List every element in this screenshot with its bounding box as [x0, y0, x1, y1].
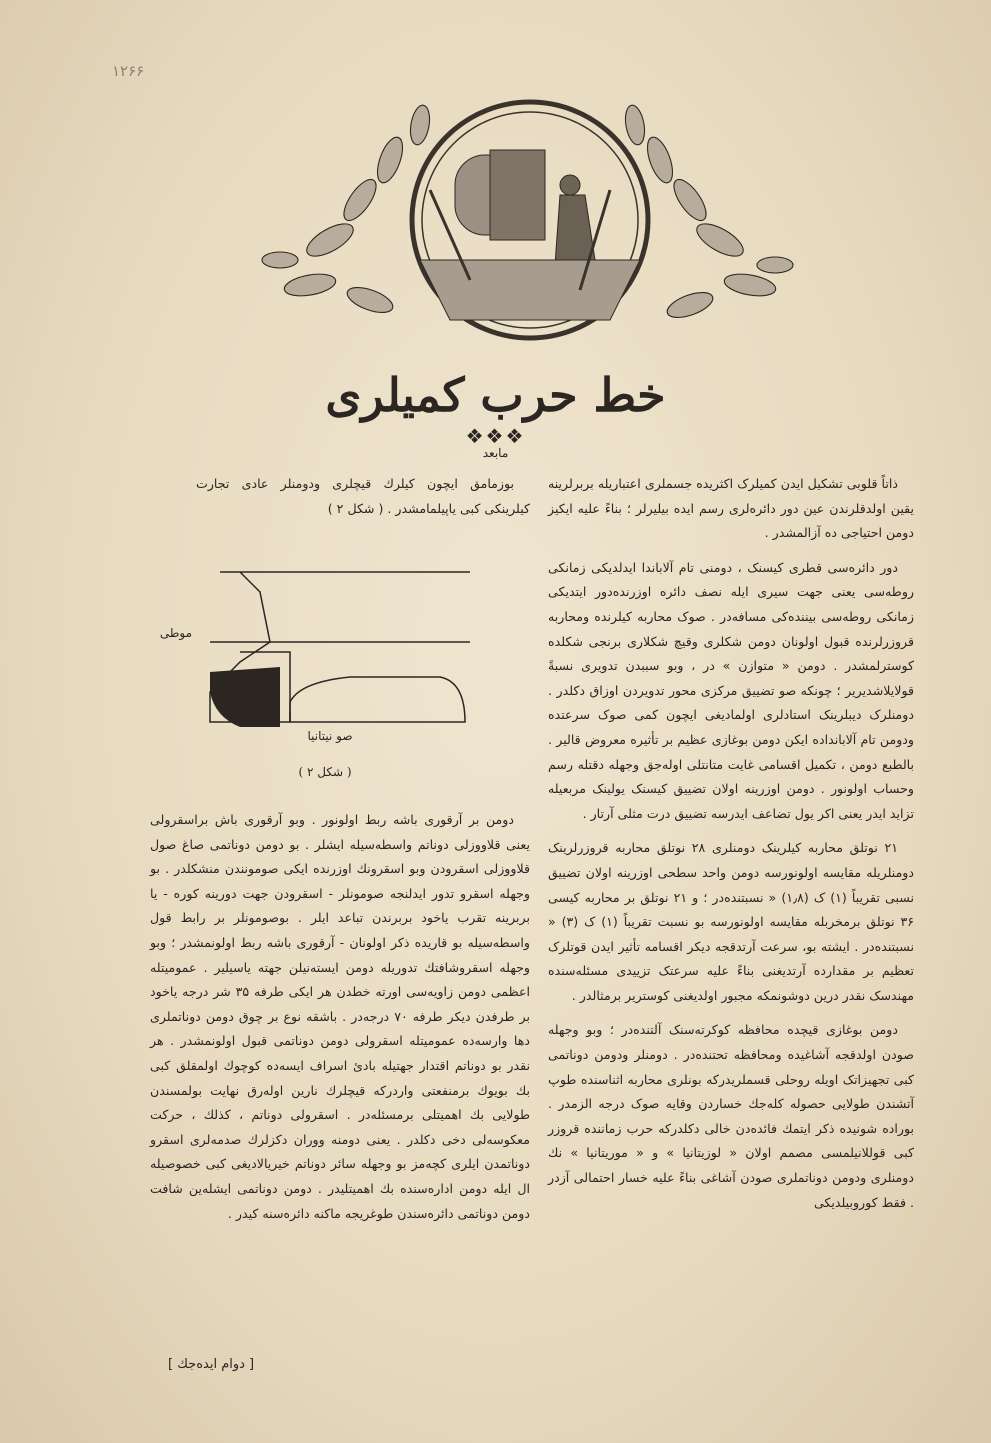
- to-be-continued: [ دوام ایده‌جك ]: [168, 1357, 255, 1372]
- right-column: [548, 472, 914, 1225]
- paragraph: دومن بوغازی قیچده محافظه کوکرته‌سنک آلتنده‌در ؛ وبو وجهله صودن اولدقجه آشاغیده ومحافظه تحتنده‌در . دومنلر ودومن دوناتمی کبی تجهیزاتک اویله روحلی قسملریدرکه بونلری محاربه اثناسنده طوپ آتشندن طولایی حصوله کله‌جك خساردن وقایه صوک درجه الزمدر . بوراده شونیده ذکر ایتمك فائده‌دن خالی دکلدرکه حرب زماننده قروزر کبی قوللانیلمسی مصمم اولان « لوزیتانیا » و « موریتانیا » نك دومنلری ودومن دوناتملری صودن آشاغی بناءً علیه خسار احتمالی آزدر . فقط کوروبیلدیکی: [548, 1022, 914, 1210]
- article-title: خط حرب کمیلری: [325, 368, 666, 422]
- bottom-label: صو نیتانیا: [307, 729, 353, 743]
- waterline-label: موطی: [159, 626, 192, 640]
- figure-caption: ( شکل ۲ ): [298, 765, 352, 779]
- left-column-bottom: [150, 808, 530, 1236]
- rudder-figure: [159, 552, 480, 743]
- title-ornament: ❖❖❖: [465, 424, 526, 448]
- continued-label: مابعد: [482, 446, 509, 460]
- left-column-top: [196, 472, 530, 531]
- paragraph: دور دائره‌سی قطری کیسنک ، دومنی تام آلاباندا ایدلدیکی زمانکی روطه‌سی یعنی جهت سیری ایله نصف دائره اوزرنده‌دور ایتدیکی زمانکی روطه‌سی بیننده‌کی مسافه‌در . صوک محاربه کیلرنده ومحاربه قروزرلرنده قبول اولونان دومن شکلری وقیچ شکلاری برنجی شکلده کوسترلمشدر . دومن « متوازن » در ، وبو سببدن تدویری نسبةً قولایلاشدیریر ؛ چونکه صو تضییق مرکزی محور تدویردن اوزاق دکلدر . دومنلرک دیبلرینک استادلری اولمادیغی ایچون کمی صوک سرعتده ودومن تام آلابانداده ایکن دومن بوغازی عظیم بر تأثیره معروض قالیر . بالطبع دومن ، تکمیل اقسامی غایت متانتلی اوله‌جق وجهله دقتله رسم وحساب اولونور . دومن اوزرینه اولان تضییق کیسنک یولینک مربعیله تزاید ایدر یعنی اکر یول تضاعف ایدرسه تضییق درت مثلی آرتار .: [548, 559, 914, 821]
- paragraph: ذاتاً قلوبی تشکیل ایدن کمیلرک اکثریده جسملری اعتباریله بربرلرینه یقین اولدقلرندن عین دور دائره‌لری رسم ایده بیلیرلر ؛ بناءً علیه ایکیز دومن احتیاجی ده آزالمشدر .: [548, 476, 914, 541]
- paragraph: دومن بر آرقوری باشه ربط اولونور . وبو آرقوری باش براسقرولی یعنی قلاووزلی دوناتم واسطه‌سیله ایشلر . بو دومن دوناتمی صاغ صول قلاووزلی اسقرودن وبو اسقرونك اوزرنده ایکی صومونندن منشکلدر . بو وجهله اسقرو تدور ایدلنجه صومونلر - اسقرودن جهت دورینه کوره - یا بربرینه تقرب یاخود بربرندن تباعد ایلر . بوصومونلر بر رابط قول واسطه‌سیله بو قاریده ذکر اولونان - آرقوری باشه ربط اولونمشدر ؛ وبو وجهله اسقروشافتك تدوریله دومن ایستەنیلن جهته یاسیلیر . عمومیتله اعظمی دومن زاویه‌سی اورته خطدن هر ایکی طرفه ۳۵ شر درجه یاخود بر طرفدن دیکر طرفه ۷۰ درجه‌در . باشقه نوع بر چوق دومن دوناتملری دها وارسه‌ده عمومیتله اسقرولی دومن دوناتمی قبول اولونمشدر . هر نقدر بو دوناتم اقتدار جهتیله بادیٔ اسراف ایسه‌ده کوچوك اولمقلق کبی بك بویوك برمنفعتی واردرکه قیچلرك نارین اولەرق نهایت بولمسندن طولایی بك اهمیتلی برمسئله‌در . اسقرولی دوناتم ، کذلك ، حرکت معکوسه‌لی دخی دکلدر . یعنی دومنه ووران دکزلرك صدمه‌لری اسقرو دوناتمدن ایلری کچه‌مز بو وجهله سائر دوناتم خیریالادیغی کبی خصوصیله ال ایله دومن اداره‌سنده بك اهمیتلیدر . دومن دوناتمی ایشله‌ین شافت دومن دوناتمی دائره‌سندن طوغریجه ماکنه دائره‌سنه کیدر .: [150, 812, 531, 1221]
- paragraph: ۲۱ نوتلق محاربه کیلرینک دومنلری ۲۸ نوتلق محاربه قروزرلرینک دومنلریله مقایسه اولونورسه دومن واحد سطحی اوزرینه اولان تضییق نسبی تقریباً (۱) ک (۱٫۸) « نسبتنده‌در ؛ و ۲۱ نوتلق بر محاربه کیسی ۳۶ نوتلق برمخربله مقایسه اولونورسه بو نسبت تقریباً (۱) ک (۳) « نسبتنده‌در . ایشته بو، سرعت آرتدقجه دیکر اقسامه تأثیر ایدن قوتلرک تعظیم بر مقدارده آرتدیغنی بناءً علیه سرعتک تزییدی مسئله‌سنده مهندسک نقدر درین دوشونمکه مجبور اولدیغنی کوستریر برمثالدر .: [548, 840, 915, 1003]
- header-illustration: [250, 90, 810, 360]
- paragraph: بوزمامق ایچون کیلرك قیچلری ودومنلر عادی تجارت کیلرینکی کبی یاپیلمامشدر . ( شکل ۲ ): [196, 476, 530, 516]
- page-number: ۱۲۶۶: [112, 62, 145, 80]
